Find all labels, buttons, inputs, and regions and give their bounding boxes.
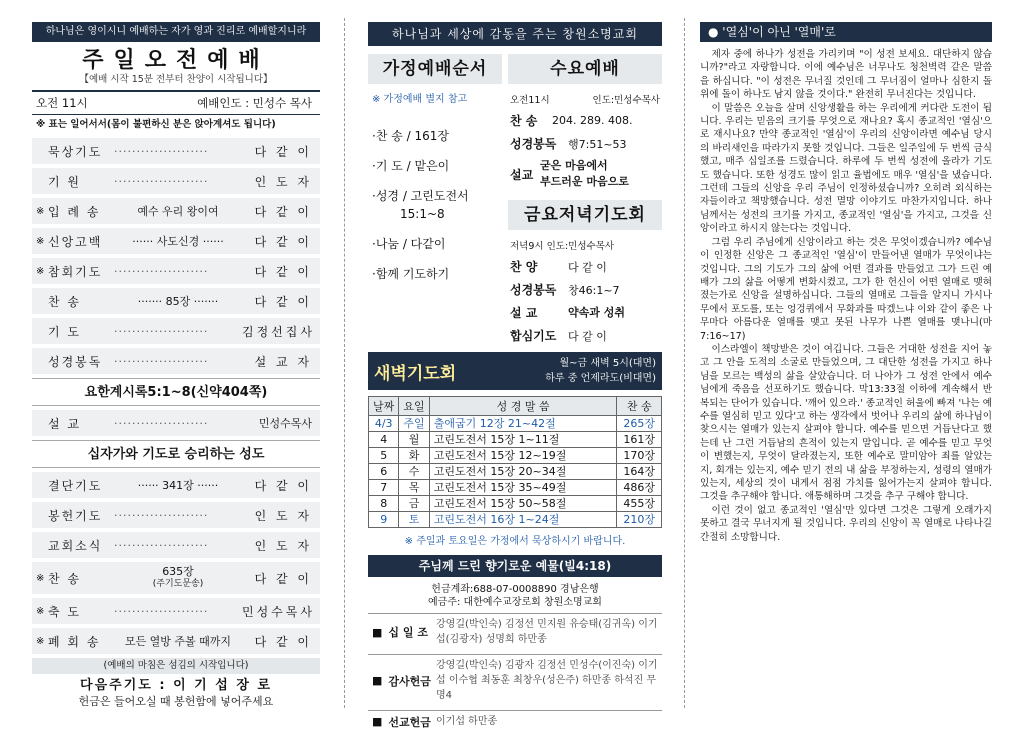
order-item	[32, 472, 320, 498]
order-item-detail: 635장 (주기도문송)	[152, 565, 204, 589]
article-paragraph: 이스라엘이 책망받은 것이 여깁니다. 그들은 거대한 성전을 지어 놓고 그 안을 도적의 소굴로 만들었으며, 그 대단한 성전을 가지고 하나님을 모르는 백성의 삶을 살았습니다. 더 나아가 그 성전 안에서 예수님에게 죽음을 선포하기도 했습니다. 막13:33절 이하에 계속해서 반복되는 단어가 있습니다. '깨어 있으라.' 종교적인 허울에 빠져 '나는 예수를 열심히 믿고 있다'고 하는 생각에서 벗어나 우리의 삶에 하나님이 찾으시는 열매가 있는지 살펴야 합니다. 예수를 믿으면 거듭난다고 했는데 난 그런 거듭남의 흔적이 있는지 말입니다. 곧 예수를 믿고 무엇이 변했는지, 무엇이 달라졌는지, 또한 예수로 말미암아 죄를 알았는지, 회개는 있는지, 예수 믿기 전의 내 삶을 부정하는지, 성령의 열매가 있는지, 세상의 것이 내게서 점점 가치를 잃어가는지 살펴야 합니다. 그것을 추구해야 합니다. 애통해하며 그것을 추구 구해야 합니다.	[700, 343, 992, 503]
table-header: 찬 송	[617, 397, 662, 416]
order-item-who: 다 같 이	[254, 144, 312, 159]
table-cell-hymn: 265장	[617, 416, 662, 432]
closing-note: (예배의 마침은 섬김의 시작입니다)	[32, 658, 320, 674]
table-cell-verse: 출애굽기 12장 21~42절	[429, 416, 617, 432]
service-time: 오전 11시	[36, 96, 88, 110]
dot-leader: ·····················	[114, 174, 209, 188]
order-item-hymn2: ※ 찬 송 635장 (주기도문송) 다 같 이	[32, 562, 320, 594]
order-item-name: 찬 송	[48, 294, 81, 309]
order-item-who: 민성수목사	[258, 417, 312, 430]
order-item-who: 다 같 이	[254, 204, 312, 219]
table-cell-hymn: 486장	[617, 480, 662, 496]
table-cell-verse: 고린도전서 15장 12~19절	[429, 448, 617, 464]
friday-time: 저녁9시 인도:민성수목사	[510, 241, 615, 252]
table-cell-hymn: 161장	[617, 432, 662, 448]
table-cell-day: 토	[399, 512, 429, 528]
table-header: 성 경 말 씀	[429, 397, 617, 416]
family-worship-title: 가정예배순서	[368, 54, 502, 84]
service-leader: 예배인도 : 민성수 목사	[197, 96, 312, 110]
table-row	[369, 432, 662, 448]
table-cell-date: 7	[369, 480, 399, 496]
article-paragraph: 이 말씀은 오늘을 살며 신앙생활을 하는 우리에게 커다란 도전이 됩니다. 우리는 믿음의 크기를 무엇으로 재나요? 혹시 종교적인 '열심'으로 재시나요? 만약 종교적인 '열심'이 우리의 신앙이라면 예수님 당시의 바리새인을 따라가지 못할 것입니다. 그들은 일주일에 두 번씩 금식했고, 매주 십일조를 드렸습니다. 하루에 두 번씩 성전에 올라가 기도도 했습니다. 또한 성경도 많이 읽고 율법에도 매우 '열심'을 냈습니다. 그런데 그들의 신앙을 우리 주님이 인정하셨습니까? 오히려 외식하는 자들이라고 책망했습니다. 성전 멸망 이야기도 마찬가지입니다. 하나님께서는 성전의 크기를 가지고, 종교적인 '열심'을 가지고, 그것을 신앙이라고 하시지 않는다는 것입니다.	[700, 102, 992, 235]
order-item: ※ 입 례 송 예수 우리 왕이여 다 같 이	[32, 198, 320, 224]
article-body	[700, 48, 992, 544]
account-info: 헌금계좌:688-07-0008890 경남은행 예금주: 대한예수교장로회 창원소명교회	[428, 584, 602, 608]
order-item	[32, 288, 320, 314]
offering-title: 주님께 드린 향기로운 예물(빌4:18)	[368, 555, 662, 577]
order-item-who: 설 교 자	[254, 354, 312, 369]
order-item-name: 축 도	[48, 604, 81, 619]
offering-note: 헌금은 들어오실 때 봉헌함에 넣어주세요	[78, 695, 274, 708]
order-item	[32, 318, 320, 344]
order-item-who: 인 도 자	[254, 538, 312, 553]
order-item-name: 봉헌기도	[48, 508, 103, 523]
table-cell-verse: 고린도전서 16장 1~24절	[429, 512, 617, 528]
next-prayer-leader: 다음주기도 : 이 기 섭 장 로	[80, 678, 272, 693]
order-item-who: 다 같 이	[254, 234, 312, 249]
table-cell-day: 금	[399, 496, 429, 512]
table-cell-day: 수	[399, 464, 429, 480]
order-item-name: 성경봉독	[48, 354, 103, 369]
order-list-a	[32, 138, 320, 374]
offering-row	[368, 710, 662, 732]
order-item-detail: 모든 열방 주볼 때까지	[124, 635, 232, 648]
bullet-icon: ■	[372, 715, 383, 728]
wednesday-title: 수요예배	[508, 54, 662, 84]
table-cell-day: 월	[399, 432, 429, 448]
wednesday-time: 오전11시	[510, 95, 550, 106]
order-item: ※ 신앙고백 ······ 사도신경 ······ 다 같 이	[32, 228, 320, 254]
order-item-who: 다 같 이	[254, 294, 312, 309]
dawn-note: ※ 주일과 토요일은 가정에서 묵상하시기 바랍니다.	[404, 536, 626, 547]
dot-leader: ·····················	[114, 416, 209, 430]
order-item-detail: ······ 사도신경 ······	[132, 235, 224, 248]
bullet-icon: ■	[372, 674, 383, 687]
family-worship	[368, 54, 502, 344]
order-item: ※ 축 도 ····················· 민성수목사	[32, 598, 320, 624]
offering-names: 이기섭 하만종	[436, 716, 498, 727]
order-item-who: 다 같 이	[254, 478, 312, 493]
order-item-name: 묵상기도	[48, 144, 103, 159]
order-list-b	[32, 472, 320, 558]
dot-leader: ·····················	[114, 604, 209, 618]
order-item: ※ 참회기도 ····················· 다 같 이	[32, 258, 320, 284]
scripture-banner: 하나님은 영이시니 예배하는 자가 영과 진리로 예배할지니라	[32, 22, 320, 42]
table-row	[369, 464, 662, 480]
family-worship-item: ·기 도 / 맡은이	[372, 159, 450, 173]
table-cell-day: 주일	[399, 416, 429, 432]
family-worship-note: ※ 가정예배 별지 참고	[372, 94, 468, 105]
family-worship-item: ·나눔 / 다같이	[372, 237, 446, 251]
start-note: 【예배 시작 15분 전부터 찬양이 시작됩니다】	[79, 74, 273, 85]
table-cell-verse: 고린도전서 15장 1~11절	[429, 432, 617, 448]
offering-row	[368, 654, 662, 706]
offering-names: 강영길(박인숙) 김정선 민지원 유승태(김귀옥) 이기섭(김광자) 성명희 하만종	[436, 619, 658, 645]
order-item-name: 기 원	[48, 174, 81, 189]
order-item-who: 다 같 이	[254, 634, 312, 649]
table-row	[369, 512, 662, 528]
church-banner: 하나님과 세상에 감동을 주는 창원소명교회	[368, 22, 662, 46]
offering-label: ■ 십 일 조	[372, 625, 428, 639]
dot-leader: ·····················	[114, 324, 209, 338]
table-cell-date: 9	[369, 512, 399, 528]
order-item	[32, 502, 320, 528]
order-list-c	[32, 598, 320, 654]
church-info-panel: 하나님과 세상에 감동을 주는 창원소명교회 가정예배순서 ※ 가정예배 별지 참고 ·찬 송 / 161장 ·기 도 / 맡은이 ·성경 / 고린도전서 15:1~8 ·나눔 / 다같이 ·함께 기도하기 수요예배 오전11시 인도:민성수목사 찬 송 204. 289. 408. 성경봉독 행7:51~53 설교 굳은 마음에서 부드러운 마음으로 금요저녁기도회 저녁9시 인도:민성수목사 찬 양 다 같 이 성경봉독 창46:1~7 설 교 약속과 성취 합심기도 다 같 이 새벽기도회 월~금 새벽 5시(대면) 하루 중 언제라도(비대면) 날짜 요일 성 경 말 씀 찬 송 4/3 주일 출애굽기 12장 21~42절 265장 4 월 고린도전서 15장 1~11절 161장 5 화 고린도전서 15장 12~19절 170장 6 수 고린도전서 15장 20~34절 164장 7 목 고린도전서 15장 35~49절 486장 8 금 고린도전서 15장 50~58절 455장 9 토 고린도전서 16장 1~24절 210장 ※ 주일과 토요일은 가정에서 묵상하시기 바랍니다. 주님께 드린 향기로운 예물(빌4:18) 헌금계좌:688-07-0008890 경남은행 예금주: 대한예수교장로회 창원소명교회 ■ 십 일 조 강영길(박인숙) 김정선 민지원 유승태(김귀옥) 이기섭(김광자) 성명희 하만종 ■ 감사헌금 강영길(박인숙) 김광자 김정선 민성수(이진숙) 이기섭 이수협 최동훈 최창우(성은주) 하만종 하석진 무명4 ■ 선교헌금 이기섭 하만종	[368, 22, 662, 732]
table-cell-verse: 고린도전서 15장 20~34절	[429, 464, 617, 480]
page-title: 주일오전예배	[82, 48, 270, 73]
table-cell-hymn: 170장	[617, 448, 662, 464]
offering-row	[368, 613, 662, 650]
order-item-name: 교회소식	[48, 538, 103, 553]
article-title: ● '열심'이 아닌 '열매'로	[700, 22, 992, 42]
article-paragraph: 제자 중에 하나가 성전을 가리키며 "이 성전 보세요. 대단하지 않습니까?"라고 자랑합니다. 이에 예수님은 너무나도 청천벽력 같은 말씀을 하십니다. "이 성전은 무너질 것인데 그 무너짐이 얼마나 심한지 돌 위에 돌이 하나도 남지 않을 것이다." 완전히 무너진다는 것입니다.	[700, 49, 992, 101]
order-item-name: 결단기도	[48, 478, 103, 493]
bullet-icon: ■	[372, 625, 383, 639]
order-item-who: 인 도 자	[254, 508, 312, 523]
order-item-who: 다 같 이	[254, 264, 312, 279]
order-item-detail: ······ 341장 ······	[137, 479, 219, 492]
offering-label: ■ 감사헌금	[372, 674, 431, 688]
scripture-reference: 요한계시록5:1~8(신약404쪽)	[32, 378, 320, 406]
order-item-name: 입 례 송	[48, 204, 101, 219]
order-item	[32, 168, 320, 194]
table-header: 날짜	[369, 397, 399, 416]
dawn-prayer-table	[368, 396, 662, 528]
worship-order-panel	[32, 22, 320, 710]
table-cell-hymn: 164장	[617, 464, 662, 480]
family-worship-item: ·성경 / 고린도전서 15:1~8	[372, 189, 469, 221]
table-cell-date: 4	[369, 432, 399, 448]
table-header: 요일	[399, 397, 429, 416]
divider-left	[344, 18, 345, 708]
wednesday-hymns: 204. 289. 408.	[552, 114, 633, 127]
order-item-name: 참회기도	[48, 264, 103, 279]
wednesday-leader: 인도:민성수목사	[592, 95, 660, 106]
order-item-detail: ······· 85장 ·······	[137, 295, 219, 308]
article-paragraph: 이런 것이 없고 종교적인 '열심'만 있다면 그것은 그렇게 오래가지 못하고 결국 무너지게 될 것입니다. 우리의 신앙이 꼭 열매로 나타나길 간절히 소망합니다.	[700, 504, 992, 543]
table-cell-day: 화	[399, 448, 429, 464]
wednesday-reading: 행7:51~53	[568, 137, 627, 151]
order-item-name: 신앙고백	[48, 234, 103, 249]
order-item	[32, 138, 320, 164]
family-worship-item: ·함께 기도하기	[372, 267, 450, 281]
dot-leader: ·····················	[114, 354, 209, 368]
friday-title: 금요저녁기도회	[508, 200, 662, 230]
order-item-who: 김정선집사	[242, 324, 315, 339]
table-cell-verse: 고린도전서 15장 50~58절	[429, 496, 617, 512]
table-cell-day: 목	[399, 480, 429, 496]
family-worship-item: ·찬 송 / 161장	[372, 129, 449, 143]
order-item-sermon	[32, 410, 320, 436]
table-cell-date: 4/3	[369, 416, 399, 432]
table-cell-hymn: 455장	[617, 496, 662, 512]
table-cell-date: 5	[369, 448, 399, 464]
order-item-who: 인 도 자	[254, 174, 312, 189]
table-row	[369, 480, 662, 496]
table-row	[369, 448, 662, 464]
sermon-title: 십자가와 기도로 승리하는 성도	[32, 440, 320, 468]
order-item	[32, 532, 320, 558]
wednesday-sermon: 굳은 마음에서 부드러운 마음으로	[540, 159, 629, 188]
dawn-prayer-title: 새벽기도회	[374, 363, 457, 384]
table-cell-verse: 고린도전서 15장 35~49절	[429, 480, 617, 496]
dot-leader: ·····················	[114, 508, 209, 522]
table-row	[369, 496, 662, 512]
dot-leader: ·····················	[114, 144, 209, 158]
offering-label: ■ 선교헌금	[372, 715, 431, 729]
family-worship-list	[368, 127, 502, 283]
order-item-name: 설 교	[48, 416, 81, 431]
stand-note: ※ 표는 일어서서(몸이 불편하신 분은 앉아계셔도 됩니다)	[36, 119, 276, 130]
order-item-name: 폐 회 송	[48, 634, 101, 649]
table-cell-date: 6	[369, 464, 399, 480]
column-panel	[700, 22, 992, 544]
article-paragraph: 그럼 우리 주님에게 신앙이라고 하는 것은 무엇이겠습니까? 예수님이 인정한 신앙은 그 종교적인 '열심'이 만들어낸 열매가 무엇이냐는 것입니다. 그의 기도가 그의 삶에 어떤 결과를 만들었고 그가 드린 예배가 그의 삶을 어떻게 변화시켰고, 그가 한 헌신이 어떤 열매로 맺혀졌는가로 신앙을 설명하십니다. 그들의 열매로 그들을 알지니 가시나무에서 포도를, 또는 엉겅퀴에서 무화과를 따겠느냐 이와 같이 좋은 나무마다 아름다운 열매를 맺고 못된 나무가 나쁜 열매를 맺나니(마7:16~17)	[700, 236, 992, 342]
offering-names: 강영길(박인숙) 김광자 김정선 민성수(이진숙) 이기섭 이수협 최동훈 최창우(성은주) 하만종 하석진 무명4	[436, 660, 658, 701]
service-info	[32, 90, 320, 115]
table-cell-hymn: 210장	[617, 512, 662, 528]
table-row	[369, 416, 662, 432]
order-item-who: 다 같 이	[254, 571, 312, 586]
dawn-prayer-header: 새벽기도회 월~금 새벽 5시(대면) 하루 중 언제라도(비대면)	[368, 352, 662, 390]
order-item-name: 찬 송	[48, 571, 81, 586]
dot-leader: ·····················	[114, 264, 209, 278]
order-item: ※ 폐 회 송 모든 열방 주볼 때까지 다 같 이	[32, 628, 320, 654]
order-item-name: 기 도	[48, 324, 81, 339]
order-item-who: 민성수목사	[242, 604, 315, 619]
dot-leader: ·····················	[114, 538, 209, 552]
order-item	[32, 348, 320, 374]
divider-right	[684, 18, 685, 708]
table-cell-date: 8	[369, 496, 399, 512]
offering-list	[368, 613, 662, 732]
order-item-detail: 예수 우리 왕이여	[137, 205, 219, 218]
